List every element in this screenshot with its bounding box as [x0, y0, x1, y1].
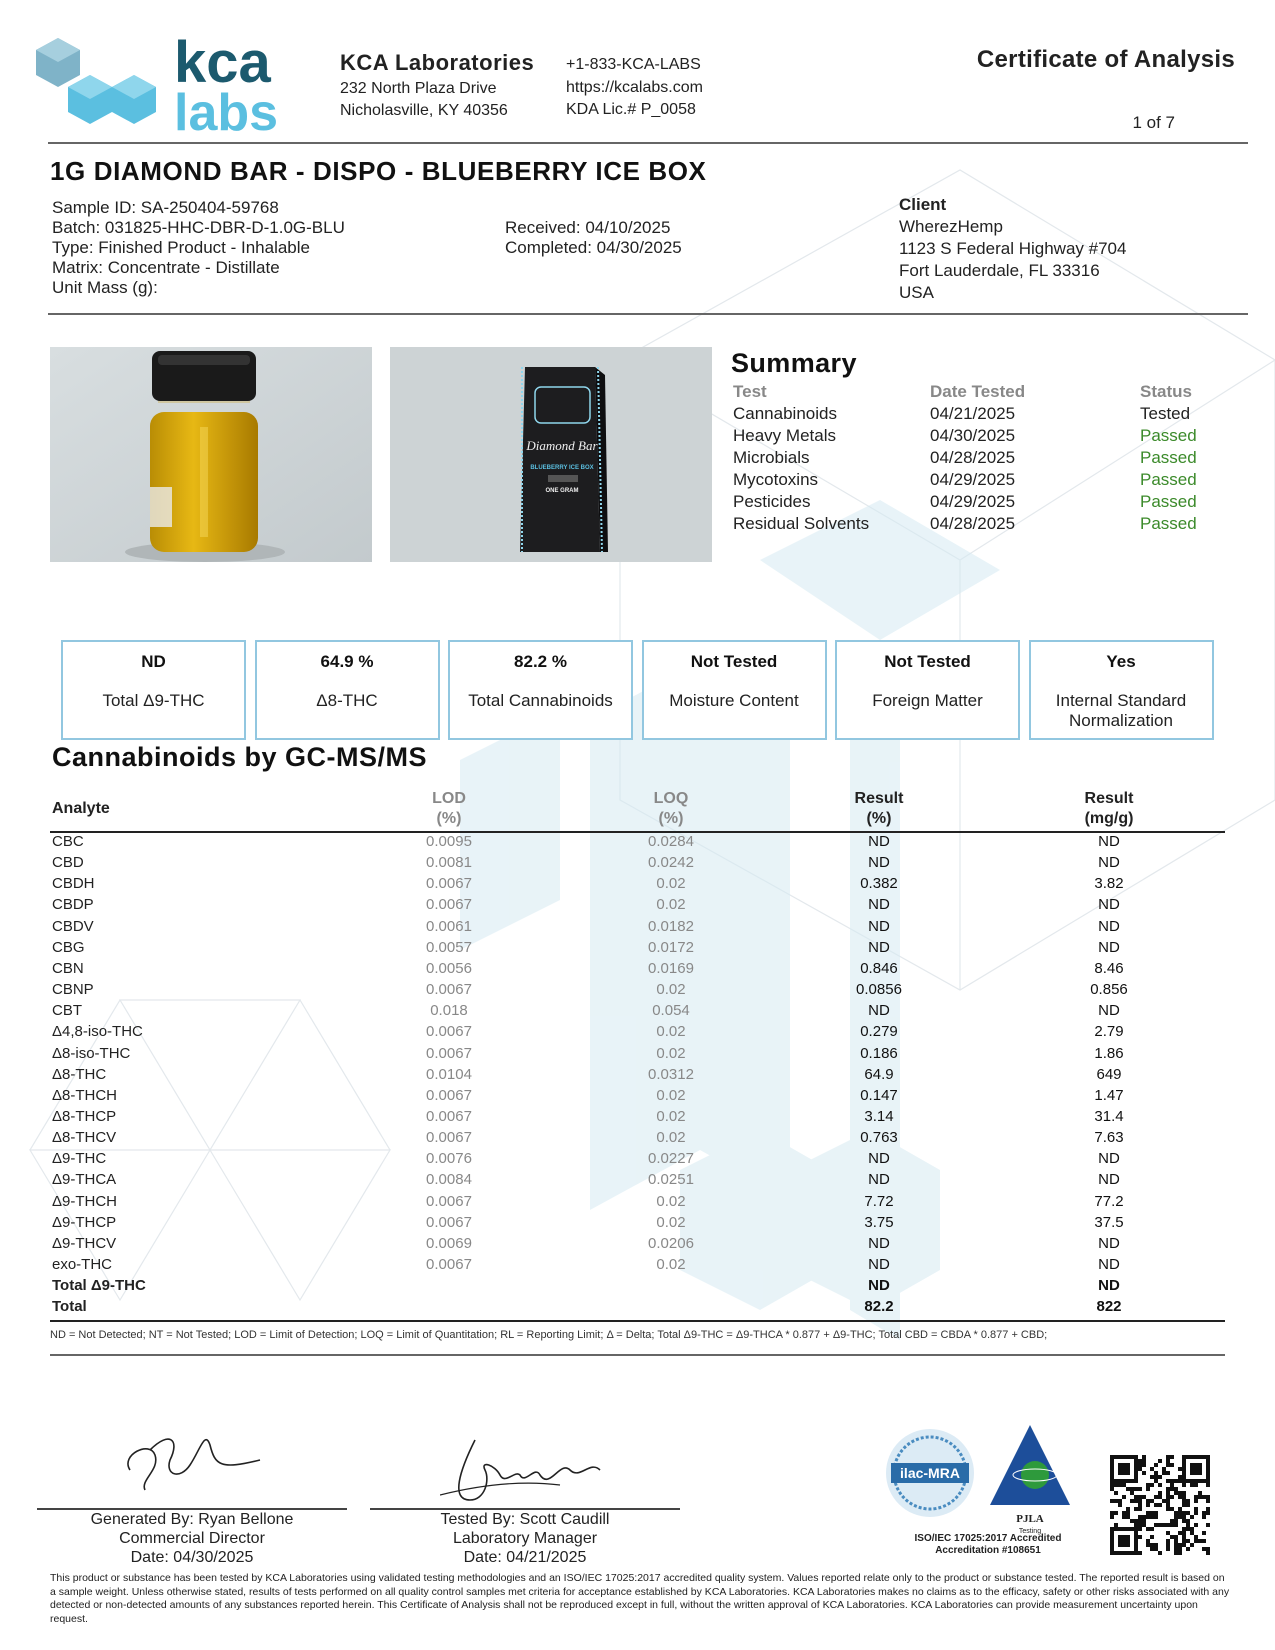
cell-mg: 1.47 — [1094, 1086, 1124, 1104]
stat-label: Foreign Matter — [872, 691, 983, 710]
summary-date: 04/28/2025 — [930, 448, 1016, 467]
summary-test: Pesticides — [733, 492, 811, 511]
summary-test: Heavy Metals — [733, 426, 836, 445]
summary-test: Cannabinoids — [733, 404, 837, 423]
summary-date: 04/29/2025 — [930, 492, 1016, 511]
cell-lod: 0.0067 — [426, 1044, 472, 1062]
cell-analyte: Δ8-iso-THC — [52, 1044, 131, 1062]
cell-mg: 822 — [1096, 1298, 1122, 1316]
cell-result: 0.279 — [860, 1023, 898, 1041]
client-country: USA — [899, 283, 934, 302]
product-box-photo — [390, 347, 712, 562]
cell-analyte: CBD — [52, 854, 84, 872]
table-row — [52, 1171, 1222, 1192]
info-divider — [48, 313, 1248, 315]
cell-mg: ND — [1098, 1234, 1120, 1252]
signature-line3: Date: 04/21/2025 — [463, 1549, 587, 1566]
cell-mg: ND — [1098, 1150, 1120, 1168]
sample-vial-photo — [50, 347, 372, 562]
table-row — [52, 918, 1222, 939]
cell-mg: 31.4 — [1094, 1107, 1124, 1125]
cell-result: 0.763 — [860, 1129, 898, 1147]
cell-lod: 0.0067 — [426, 1256, 472, 1273]
cell-lod: 0.0067 — [426, 1192, 472, 1210]
box-weight-text: ONE GRAM — [545, 488, 579, 494]
cell-analyte: Δ9-THCP — [52, 1213, 117, 1231]
cell-loq: 0.02 — [656, 981, 686, 999]
client-heading: Client — [899, 195, 947, 214]
summary-row — [731, 492, 1231, 514]
summary-date: 04/30/2025 — [930, 426, 1016, 445]
cell-analyte: CBDH — [52, 875, 95, 893]
stat-value: 82.2 % — [514, 652, 567, 671]
cell-mg: 2.79 — [1094, 1023, 1124, 1041]
table-row — [52, 939, 1222, 960]
cell-analyte: Δ8-THCV — [52, 1129, 117, 1147]
stat-value: Not Tested — [690, 652, 778, 671]
cell-mg: ND — [1098, 833, 1120, 850]
lab-address-1: 232 North Plaza Drive — [340, 80, 497, 97]
th-loq-unit: (%) — [658, 810, 684, 827]
summary-status: Passed — [1140, 470, 1197, 489]
footer-divider — [50, 1354, 1225, 1356]
sample-info — [52, 198, 345, 298]
th-lod-unit: (%) — [436, 810, 462, 827]
signature-line1: Tested By: Scott Caudill — [440, 1511, 610, 1528]
cell-result: 7.72 — [864, 1192, 894, 1210]
cell-result: ND — [868, 1277, 890, 1295]
cell-result: 3.75 — [864, 1213, 894, 1231]
th-mg — [1044, 789, 1174, 829]
batch: Batch: 031825-HHC-DBR-D-1.0G-BLU — [52, 218, 345, 237]
stat-box — [61, 640, 246, 740]
client-name: WherezHemp — [899, 217, 1003, 236]
cell-lod: 0.0067 — [426, 1213, 472, 1231]
cell-loq: 0.0242 — [648, 854, 694, 872]
stat-value: Not Tested — [884, 652, 971, 671]
summary-test: Microbials — [733, 448, 810, 467]
cell-mg: ND — [1098, 896, 1120, 914]
unit-mass: Unit Mass (g): — [52, 278, 158, 297]
cell-result: 0.382 — [860, 875, 898, 893]
signature-bellone — [110, 1420, 280, 1500]
cell-lod: 0.018 — [430, 1002, 468, 1020]
cell-loq: 0.02 — [656, 1107, 686, 1125]
cell-analyte: CBN — [52, 959, 84, 977]
col-test: Test — [733, 382, 767, 401]
accreditation-logos — [885, 1425, 1075, 1545]
cell-result: ND — [868, 938, 890, 956]
th-mg-label: Result — [1084, 790, 1134, 807]
cell-mg: ND — [1098, 1171, 1120, 1189]
stat-box — [255, 640, 440, 740]
cell-loq: 0.0206 — [648, 1234, 694, 1252]
th-result-label: Result — [854, 790, 904, 807]
signature-line2: Laboratory Manager — [452, 1530, 598, 1547]
table-row — [52, 1045, 1222, 1066]
table-row — [52, 1150, 1222, 1171]
svg-text:Testing: Testing — [1018, 1528, 1042, 1535]
completed-date: Completed: 04/30/2025 — [505, 238, 682, 257]
table-row — [52, 1277, 1222, 1298]
summary-status: Passed — [1140, 448, 1197, 467]
cell-result: ND — [868, 1002, 890, 1020]
cell-result: ND — [868, 1150, 890, 1168]
cell-loq: 0.02 — [656, 1213, 686, 1231]
table-row — [52, 1087, 1222, 1108]
cell-mg: 649 — [1096, 1065, 1122, 1083]
product-title: 1G DIAMOND BAR - DISPO - BLUEBERRY ICE BOX — [50, 156, 707, 186]
cell-analyte: Δ8-THCP — [52, 1107, 117, 1125]
lab-phone: +1-833-KCA-LABS — [566, 56, 701, 73]
summary-row — [731, 426, 1231, 448]
cell-mg: ND — [1098, 1277, 1120, 1295]
cell-lod: 0.0067 — [426, 896, 472, 914]
sample-type: Type: Finished Product - Inhalable — [52, 238, 310, 257]
cell-loq: 0.02 — [656, 1256, 686, 1273]
doc-title: Certificate of Analysis — [976, 46, 1235, 73]
cell-mg: ND — [1098, 1256, 1120, 1273]
summary-status: Tested — [1140, 404, 1191, 423]
summary-header — [731, 382, 1231, 404]
cell-lod: 0.0095 — [426, 833, 472, 850]
cell-lod: 0.0084 — [426, 1171, 472, 1189]
summary-status: Passed — [1140, 426, 1197, 445]
cell-loq: 0.0182 — [648, 917, 694, 935]
th-result-unit: (%) — [866, 810, 892, 827]
cell-analyte: Δ8-THC — [52, 1065, 107, 1083]
cell-loq: 0.02 — [656, 875, 686, 893]
client-address-2: Fort Lauderdale, FL 33316 — [899, 261, 1100, 280]
cell-loq: 0.02 — [656, 1023, 686, 1041]
cell-result: ND — [868, 833, 890, 850]
stat-box — [642, 640, 827, 740]
cell-result: 0.0856 — [856, 981, 902, 999]
signature-block — [37, 1510, 347, 1567]
matrix: Matrix: Concentrate - Distillate — [52, 258, 280, 277]
stat-label: Total Cannabinoids — [468, 691, 613, 710]
cell-loq: 0.0169 — [648, 959, 694, 977]
th-loq-label: LOQ — [653, 790, 689, 807]
cell-loq: 0.0227 — [648, 1150, 694, 1168]
stat-box — [835, 640, 1020, 740]
logo-kca: kca — [174, 30, 271, 95]
cell-result: ND — [868, 1171, 890, 1189]
client-address-1: 1123 S Federal Highway #704 — [899, 239, 1127, 258]
lab-name: KCA Laboratories — [340, 50, 535, 75]
table-row — [52, 1108, 1222, 1129]
lab-website[interactable]: https://kcalabs.com — [566, 79, 703, 96]
cell-lod: 0.0056 — [426, 959, 472, 977]
table-row — [52, 1002, 1222, 1023]
cell-lod: 0.0067 — [426, 1023, 472, 1041]
cell-analyte: Δ8-THCH — [52, 1086, 118, 1104]
svg-text:PJLA: PJLA — [1016, 1513, 1044, 1525]
th-mg-unit: (mg/g) — [1084, 810, 1134, 827]
cell-lod: 0.0067 — [426, 981, 472, 999]
table-row — [52, 1235, 1222, 1256]
cell-mg: 1.86 — [1094, 1044, 1124, 1062]
stat-box — [448, 640, 633, 740]
summary-row — [731, 448, 1231, 470]
summary-date: 04/29/2025 — [930, 470, 1016, 489]
cell-analyte: Total Δ9-THC — [52, 1277, 146, 1295]
dates-info — [505, 218, 682, 258]
pjla-icon — [990, 1425, 1070, 1535]
cell-lod: 0.0067 — [426, 1107, 472, 1125]
cell-mg: 7.63 — [1094, 1129, 1124, 1147]
th-loq — [606, 789, 736, 829]
svg-text:ilac-MRA: ilac-MRA — [900, 1465, 960, 1481]
cell-analyte: CBNP — [52, 981, 94, 999]
table-row — [52, 896, 1222, 917]
cell-loq: 0.0172 — [648, 938, 694, 956]
cell-lod: 0.0104 — [426, 1065, 472, 1083]
cell-lod: 0.0069 — [426, 1234, 472, 1252]
cell-mg: ND — [1098, 1002, 1120, 1020]
cell-result: 82.2 — [864, 1298, 894, 1316]
table-row — [52, 981, 1222, 1002]
table-row — [52, 833, 1222, 854]
lab-address-2: Nicholasville, KY 40356 — [340, 102, 508, 119]
cell-loq: 0.02 — [656, 1129, 686, 1147]
table-row — [52, 1023, 1222, 1044]
cell-analyte: CBT — [52, 1002, 82, 1020]
summary-status: Passed — [1140, 514, 1197, 533]
th-lod — [384, 789, 514, 829]
kca-labs-logo — [32, 30, 302, 135]
cell-result: 3.14 — [864, 1107, 894, 1125]
cell-result: ND — [868, 917, 890, 935]
cell-analyte: Δ4,8-iso-THC — [52, 1023, 143, 1041]
iso-line-2: Accreditation #108651 — [935, 1545, 1041, 1556]
cell-lod: 0.0057 — [426, 938, 472, 956]
cell-result: 0.846 — [860, 959, 898, 977]
cell-result: 0.186 — [860, 1044, 898, 1062]
summary-date: 04/28/2025 — [930, 514, 1016, 533]
summary-row — [731, 514, 1231, 536]
table-row — [52, 1066, 1222, 1087]
footnote: ND = Not Detected; NT = Not Tested; LOD = Limit of Detection; LOQ = Limit of Quantitation; RL = Reporting Limit; Δ = Delta; Total Δ9-THC = Δ9-THCA * 0.877 + Δ9-THC; Total CBD = CBDA * 0.877 + CBD; — [50, 1329, 1048, 1341]
cell-mg: ND — [1098, 938, 1120, 956]
iso-accreditation-text — [893, 1533, 1083, 1557]
box-brand-text: Diamond Bar — [526, 438, 598, 453]
page-number: 1 of 7 — [1132, 113, 1175, 132]
cell-lod: 0.0067 — [426, 875, 472, 893]
cell-loq: 0.02 — [656, 1044, 686, 1062]
cell-result: 64.9 — [864, 1065, 894, 1083]
cell-result: ND — [868, 896, 890, 914]
summary-test: Residual Solvents — [733, 514, 870, 533]
header-divider — [48, 142, 1248, 144]
cannabinoids-title: Cannabinoids by GC-MS/MS — [52, 742, 428, 772]
cell-loq: 0.02 — [656, 1192, 686, 1210]
stat-value: 64.9 % — [320, 652, 374, 671]
cell-analyte: CBG — [52, 938, 85, 956]
cell-lod: 0.0067 — [426, 1086, 472, 1104]
cell-result: ND — [868, 854, 890, 872]
cell-result: ND — [868, 1234, 890, 1252]
summary-status: Passed — [1140, 492, 1197, 511]
cell-loq: 0.02 — [656, 896, 686, 914]
cell-analyte: Δ9-THCA — [52, 1171, 117, 1189]
cell-mg: 0.856 — [1090, 981, 1128, 999]
cell-mg: ND — [1098, 854, 1120, 872]
table-row — [52, 1193, 1222, 1214]
cell-mg: 77.2 — [1094, 1192, 1124, 1210]
cell-result: 0.147 — [860, 1086, 898, 1104]
col-status: Status — [1140, 382, 1192, 401]
th-lod-label: LOD — [432, 790, 466, 807]
summary-date: 04/21/2025 — [930, 404, 1016, 423]
sample-id: Sample ID: SA-250404-59768 — [52, 198, 279, 217]
cell-analyte: CBC — [52, 833, 84, 850]
iso-line-1: ISO/IEC 17025:2017 Accredited — [914, 1533, 1062, 1544]
stat-label: Moisture Content — [669, 691, 799, 710]
table-row — [52, 854, 1222, 875]
cell-loq: 0.054 — [652, 1002, 690, 1020]
logo-labs: labs — [174, 84, 279, 135]
cell-analyte: CBDP — [52, 896, 94, 914]
disclaimer: This product or substance has been tested by KCA Laboratories using validated testing methodologies and an ISO/IEC 17025:2017 accredited quality system. Values reported relate only to the product or substance tested. The reported result is based on a sample weight. Unless otherwise stated, results of tests performed on all quality control samples met criteria for acceptance established by KCA Laboratories. KCA Laboratories makes no claims as to the efficacy, safety or other risks associated with any detected or non-detected amounts of any substances reported herein. This Certificate of Analysis shall not be reproduced except in full, without the written approval of KCA Laboratories. KCA Laboratories can provide measurement uncertainty upon request. — [50, 1572, 1230, 1625]
summary-test: Mycotoxins — [733, 470, 819, 489]
table-row — [52, 1214, 1222, 1235]
cell-loq: 0.0251 — [648, 1171, 694, 1189]
th-analyte: Analyte — [52, 800, 110, 817]
stat-label: Internal Standard Normalization — [1055, 691, 1187, 730]
cell-mg: 37.5 — [1094, 1213, 1124, 1231]
received-date: Received: 04/10/2025 — [505, 218, 671, 237]
cell-lod: 0.0081 — [426, 854, 472, 872]
signature-caudill — [440, 1430, 610, 1510]
signature-line2: Commercial Director — [119, 1530, 265, 1547]
summary-title: Summary — [731, 348, 857, 378]
cell-analyte: Δ9-THC — [52, 1150, 107, 1168]
table-row — [52, 960, 1222, 981]
cell-loq: 0.0312 — [648, 1065, 694, 1083]
signature-block — [370, 1510, 680, 1567]
cell-mg: ND — [1098, 917, 1120, 935]
signature-line3: Date: 04/30/2025 — [130, 1549, 254, 1566]
table-row — [52, 1298, 1222, 1319]
summary-row — [731, 404, 1231, 426]
lab-license: KDA Lic.# P_0058 — [566, 101, 696, 118]
cell-result: ND — [868, 1256, 890, 1273]
cell-loq: 0.0284 — [648, 833, 694, 850]
cell-analyte: Total — [52, 1298, 87, 1316]
cell-mg: 8.46 — [1094, 959, 1124, 977]
summary-row — [731, 470, 1231, 492]
table-row — [52, 1256, 1222, 1277]
stat-label: Total Δ9-THC — [102, 691, 205, 710]
col-date: Date Tested — [930, 382, 1026, 401]
table-row — [52, 875, 1222, 896]
signature-line1: Generated By: Ryan Bellone — [90, 1511, 294, 1528]
th-result — [814, 789, 944, 829]
stat-value: ND — [141, 652, 166, 671]
cell-loq: 0.02 — [656, 1086, 686, 1104]
qr-code-icon[interactable] — [1110, 1455, 1210, 1555]
cell-lod: 0.0076 — [426, 1150, 472, 1168]
stat-value: Yes — [1106, 652, 1136, 671]
cell-analyte: CBDV — [52, 917, 94, 935]
table-bottom-rule — [50, 1320, 1225, 1322]
client-info — [899, 194, 1126, 304]
table-row — [52, 1129, 1222, 1150]
stat-label: Δ8-THC — [316, 691, 378, 710]
cell-mg: 3.82 — [1094, 875, 1124, 893]
stat-box — [1029, 640, 1214, 740]
cell-analyte: exo-THC — [52, 1256, 113, 1273]
cell-analyte: Δ9-THCH — [52, 1192, 118, 1210]
cell-lod: 0.0061 — [426, 917, 472, 935]
cell-lod: 0.0067 — [426, 1129, 472, 1147]
cell-analyte: Δ9-THCV — [52, 1234, 117, 1252]
ilac-mra-icon — [886, 1429, 974, 1517]
cubes-icon — [36, 38, 156, 124]
box-flavor-text: BLUEBERRY ICE BOX — [530, 465, 594, 471]
